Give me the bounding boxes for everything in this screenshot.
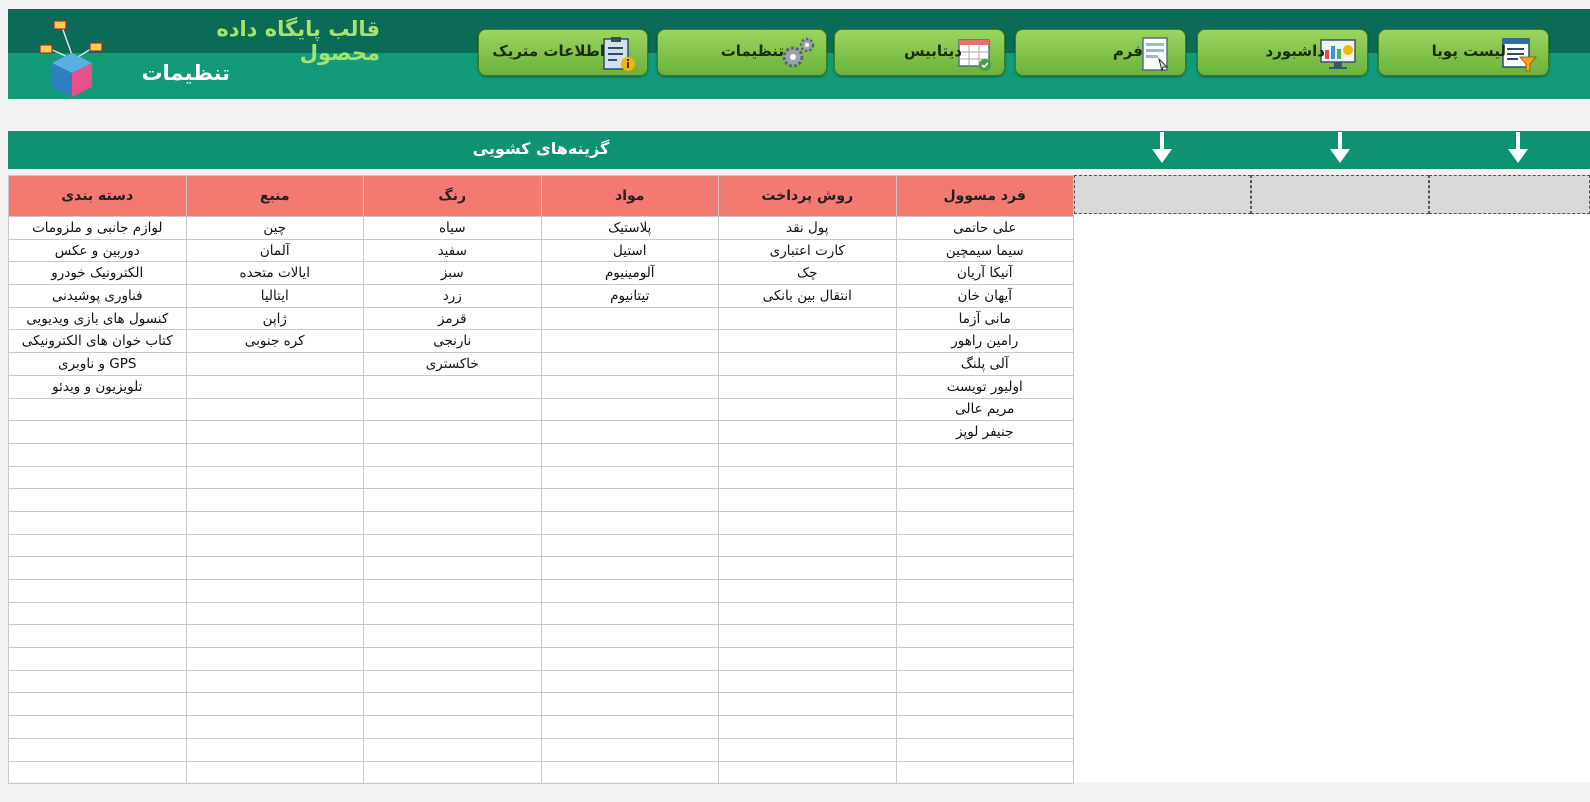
table-cell[interactable] xyxy=(541,489,719,512)
table-cell[interactable] xyxy=(186,670,364,693)
table-cell[interactable]: کارت اعتباری xyxy=(719,239,897,262)
table-cell[interactable] xyxy=(896,443,1074,466)
table-cell[interactable] xyxy=(9,557,187,580)
table-row xyxy=(9,239,1074,262)
arrow-down-icon xyxy=(1149,131,1175,165)
table-cell[interactable] xyxy=(186,375,364,398)
table-cell[interactable] xyxy=(364,466,542,489)
table-cell[interactable] xyxy=(9,443,187,466)
table-row xyxy=(9,262,1074,285)
table-cell[interactable] xyxy=(719,353,897,376)
table-cell[interactable] xyxy=(9,398,187,421)
table-row xyxy=(9,648,1074,671)
table-cell[interactable] xyxy=(364,738,542,761)
table-cell[interactable] xyxy=(719,738,897,761)
arrow-down-icon xyxy=(1505,131,1531,165)
table-row xyxy=(9,375,1074,398)
table-cell[interactable] xyxy=(719,466,897,489)
table-cell[interactable] xyxy=(9,580,187,603)
table-cell[interactable] xyxy=(9,534,187,557)
table-cell[interactable] xyxy=(541,738,719,761)
table-cell[interactable] xyxy=(186,489,364,512)
table-cell[interactable] xyxy=(9,511,187,534)
table-cell[interactable] xyxy=(9,466,187,489)
table-cell[interactable] xyxy=(9,489,187,512)
table-cell[interactable] xyxy=(719,716,897,739)
table-cell[interactable] xyxy=(541,670,719,693)
table-row xyxy=(9,330,1074,353)
table-cell[interactable] xyxy=(9,670,187,693)
nav-settings-button[interactable] xyxy=(657,29,827,76)
table-cell[interactable] xyxy=(896,648,1074,671)
table-cell[interactable] xyxy=(541,466,719,489)
dropdown-options-title: گزینه‌های کشویی xyxy=(472,139,610,158)
table-cell[interactable]: سیما سیمچین xyxy=(896,239,1074,262)
table-cell[interactable] xyxy=(541,330,719,353)
dropdown-options-band xyxy=(8,131,1590,169)
table-cell[interactable] xyxy=(364,398,542,421)
nav-label: اطلاعات متریک xyxy=(492,42,605,60)
table-cell[interactable] xyxy=(364,580,542,603)
table-cell[interactable] xyxy=(186,580,364,603)
table-cell[interactable] xyxy=(9,693,187,716)
table-cell[interactable] xyxy=(541,398,719,421)
table-cell[interactable] xyxy=(364,761,542,784)
table-row xyxy=(9,738,1074,761)
table-cell[interactable] xyxy=(186,557,364,580)
table-cell[interactable] xyxy=(541,421,719,444)
table-cell[interactable]: تیتانیوم xyxy=(541,285,719,308)
table-cell[interactable] xyxy=(719,534,897,557)
table-cell[interactable]: چک xyxy=(719,262,897,285)
table-cell[interactable]: رامین راهور xyxy=(896,330,1074,353)
table-cell[interactable]: اولیور تویست xyxy=(896,375,1074,398)
table-cell[interactable] xyxy=(719,693,897,716)
table-cell[interactable] xyxy=(9,602,187,625)
table-cell[interactable] xyxy=(719,511,897,534)
table-row xyxy=(9,285,1074,308)
table-cell[interactable] xyxy=(9,625,187,648)
table-cell[interactable]: آیهان خان xyxy=(896,285,1074,308)
table-cell[interactable] xyxy=(364,625,542,648)
nav-dynamic-list-button[interactable] xyxy=(1378,29,1549,76)
table-row xyxy=(9,489,1074,512)
column-header[interactable]: روش پرداخت xyxy=(719,176,897,217)
table-cell[interactable]: آلی پلنگ xyxy=(896,353,1074,376)
table-row xyxy=(9,693,1074,716)
table-cell[interactable] xyxy=(364,648,542,671)
table-row xyxy=(9,716,1074,739)
table-row xyxy=(9,466,1074,489)
table-cell[interactable] xyxy=(719,489,897,512)
dropdown-options-table-area xyxy=(8,175,1074,782)
table-cell[interactable] xyxy=(364,670,542,693)
header-banner xyxy=(8,9,1590,99)
table-row xyxy=(9,398,1074,421)
column-header[interactable]: رنگ xyxy=(364,176,542,217)
table-cell[interactable] xyxy=(364,693,542,716)
table-cell[interactable] xyxy=(364,557,542,580)
table-cell[interactable] xyxy=(896,580,1074,603)
table-cell[interactable] xyxy=(541,375,719,398)
table-cell[interactable] xyxy=(186,625,364,648)
table-cell[interactable]: سبز xyxy=(364,262,542,285)
table-cell[interactable] xyxy=(896,625,1074,648)
table-row xyxy=(9,580,1074,603)
table-cell[interactable] xyxy=(719,443,897,466)
table-header-row xyxy=(9,176,1074,217)
table-cell[interactable] xyxy=(896,602,1074,625)
table-cell[interactable]: ایالات متحده xyxy=(186,262,364,285)
table-cell[interactable] xyxy=(896,511,1074,534)
table-cell[interactable] xyxy=(541,534,719,557)
table-cell[interactable] xyxy=(364,421,542,444)
nav-database-button[interactable] xyxy=(834,29,1005,76)
table-cell[interactable]: دوربین و عکس xyxy=(9,239,187,262)
column-header[interactable]: دسته بندی xyxy=(9,176,187,217)
table-cell[interactable] xyxy=(9,421,187,444)
table-cell[interactable] xyxy=(364,602,542,625)
table-cell[interactable] xyxy=(186,421,364,444)
table-cell[interactable] xyxy=(719,421,897,444)
table-cell[interactable] xyxy=(719,307,897,330)
table-cell[interactable] xyxy=(896,466,1074,489)
table-cell[interactable]: آلومینیوم xyxy=(541,262,719,285)
nav-label: لیست پویا xyxy=(1431,42,1506,60)
table-cell[interactable]: مریم عالی xyxy=(896,398,1074,421)
table-row xyxy=(9,557,1074,580)
table-cell[interactable]: GPS و ناوبری xyxy=(9,353,187,376)
table-cell[interactable] xyxy=(186,693,364,716)
table-cell[interactable]: کتاب خوان های الکترونیکی xyxy=(9,330,187,353)
table-cell[interactable] xyxy=(186,602,364,625)
table-cell[interactable]: لوازم جانبی و ملزومات xyxy=(9,217,187,240)
table-cell[interactable]: آنیکا آریان xyxy=(896,262,1074,285)
table-cell[interactable] xyxy=(364,375,542,398)
table-cell[interactable] xyxy=(541,716,719,739)
table-cell[interactable]: سیاه xyxy=(364,217,542,240)
table-cell[interactable] xyxy=(896,557,1074,580)
table-cell[interactable]: الکترونیک خودرو xyxy=(9,262,187,285)
table-cell[interactable]: مانی آزما xyxy=(896,307,1074,330)
placeholder-header-cell[interactable] xyxy=(1429,175,1590,214)
table-cell[interactable] xyxy=(186,443,364,466)
table-cell[interactable] xyxy=(364,489,542,512)
table-cell[interactable]: آلمان xyxy=(186,239,364,262)
table-cell[interactable]: نارنجی xyxy=(364,330,542,353)
table-cell[interactable]: علی حاتمی xyxy=(896,217,1074,240)
table-cell[interactable]: استیل xyxy=(541,239,719,262)
table-cell[interactable] xyxy=(719,330,897,353)
table-cell[interactable] xyxy=(186,534,364,557)
nav-label: تنظیمات xyxy=(720,42,784,60)
table-row xyxy=(9,670,1074,693)
table-cell[interactable] xyxy=(9,648,187,671)
table-cell[interactable]: چین xyxy=(186,217,364,240)
table-row xyxy=(9,511,1074,534)
nav-label: دیتابیس xyxy=(903,42,962,60)
placeholder-header-cell[interactable] xyxy=(1251,175,1429,214)
table-cell[interactable] xyxy=(541,625,719,648)
nav-dashboard-button[interactable] xyxy=(1197,29,1368,76)
table-cell[interactable] xyxy=(186,761,364,784)
column-header[interactable]: فرد مسوول xyxy=(896,176,1074,217)
dropdown-options-table xyxy=(8,175,1074,784)
table-cell[interactable] xyxy=(541,580,719,603)
table-cell[interactable] xyxy=(9,716,187,739)
nav-form-button[interactable] xyxy=(1015,29,1186,76)
table-cell[interactable] xyxy=(896,716,1074,739)
nav-label: فرم xyxy=(1112,42,1143,60)
table-cell[interactable] xyxy=(186,648,364,671)
table-cell[interactable] xyxy=(186,511,364,534)
table-cell[interactable]: تلویزیون و ویدئو xyxy=(9,375,187,398)
table-cell[interactable] xyxy=(541,602,719,625)
table-cell[interactable] xyxy=(186,353,364,376)
table-cell[interactable] xyxy=(719,602,897,625)
column-header[interactable]: منبع xyxy=(186,176,364,217)
table-cell[interactable] xyxy=(719,375,897,398)
table-cell[interactable]: پول نقد xyxy=(719,217,897,240)
table-cell[interactable] xyxy=(896,534,1074,557)
table-cell[interactable] xyxy=(896,738,1074,761)
table-cell[interactable] xyxy=(541,307,719,330)
table-cell[interactable]: ایتالیا xyxy=(186,285,364,308)
table-cell[interactable]: فناوری پوشیدنی xyxy=(9,285,187,308)
page-title: تنظیمات xyxy=(141,61,230,85)
table-cell[interactable]: سفید xyxy=(364,239,542,262)
table-cell[interactable] xyxy=(719,580,897,603)
window-top-strip xyxy=(0,0,1590,9)
table-cell[interactable]: ژاپن xyxy=(186,307,364,330)
table-cell[interactable]: پلاستیک xyxy=(541,217,719,240)
table-cell[interactable] xyxy=(186,716,364,739)
table-cell[interactable] xyxy=(541,353,719,376)
table-cell[interactable] xyxy=(364,443,542,466)
table-cell[interactable] xyxy=(364,534,542,557)
table-cell[interactable] xyxy=(541,648,719,671)
table-row xyxy=(9,443,1074,466)
arrow-down-icon xyxy=(1327,131,1353,165)
table-row xyxy=(9,534,1074,557)
table-cell[interactable] xyxy=(719,670,897,693)
table-cell[interactable] xyxy=(719,557,897,580)
table-cell[interactable] xyxy=(541,443,719,466)
table-cell[interactable] xyxy=(541,511,719,534)
table-cell[interactable] xyxy=(719,625,897,648)
database-cube-logo-icon xyxy=(32,17,112,97)
table-cell[interactable] xyxy=(719,648,897,671)
app-title: قالب پایگاه داده محصول xyxy=(216,17,380,65)
table-row xyxy=(9,761,1074,784)
table-cell[interactable]: جنیفر لوپز xyxy=(896,421,1074,444)
table-cell[interactable]: کنسول های بازی ویدیویی xyxy=(9,307,187,330)
table-cell[interactable]: زرد xyxy=(364,285,542,308)
table-cell[interactable]: قرمز xyxy=(364,307,542,330)
table-row xyxy=(9,217,1074,240)
table-row xyxy=(9,625,1074,648)
table-cell[interactable] xyxy=(896,489,1074,512)
table-row xyxy=(9,353,1074,376)
table-cell[interactable]: کره جنوبی xyxy=(186,330,364,353)
table-cell[interactable] xyxy=(896,761,1074,784)
nav-label: داشبورد xyxy=(1265,42,1325,60)
table-cell[interactable] xyxy=(896,670,1074,693)
table-cell[interactable] xyxy=(186,466,364,489)
nav-metric-info-button[interactable] xyxy=(478,29,648,76)
table-cell[interactable] xyxy=(541,693,719,716)
empty-sheet-area xyxy=(1074,175,1590,782)
table-cell[interactable] xyxy=(541,557,719,580)
table-row xyxy=(9,421,1074,444)
table-cell[interactable] xyxy=(896,693,1074,716)
table-cell[interactable] xyxy=(364,511,542,534)
column-header[interactable]: مواد xyxy=(541,176,719,217)
table-cell[interactable] xyxy=(9,738,187,761)
placeholder-header-cell[interactable] xyxy=(1074,175,1251,214)
table-cell[interactable] xyxy=(719,398,897,421)
table-cell[interactable] xyxy=(9,761,187,784)
table-row xyxy=(9,307,1074,330)
table-cell[interactable] xyxy=(186,738,364,761)
table-cell[interactable] xyxy=(541,761,719,784)
table-cell[interactable] xyxy=(364,716,542,739)
table-cell[interactable] xyxy=(719,761,897,784)
table-cell[interactable] xyxy=(186,398,364,421)
table-cell[interactable]: خاکستری xyxy=(364,353,542,376)
table-row xyxy=(9,602,1074,625)
table-cell[interactable]: انتقال بین بانکی xyxy=(719,285,897,308)
